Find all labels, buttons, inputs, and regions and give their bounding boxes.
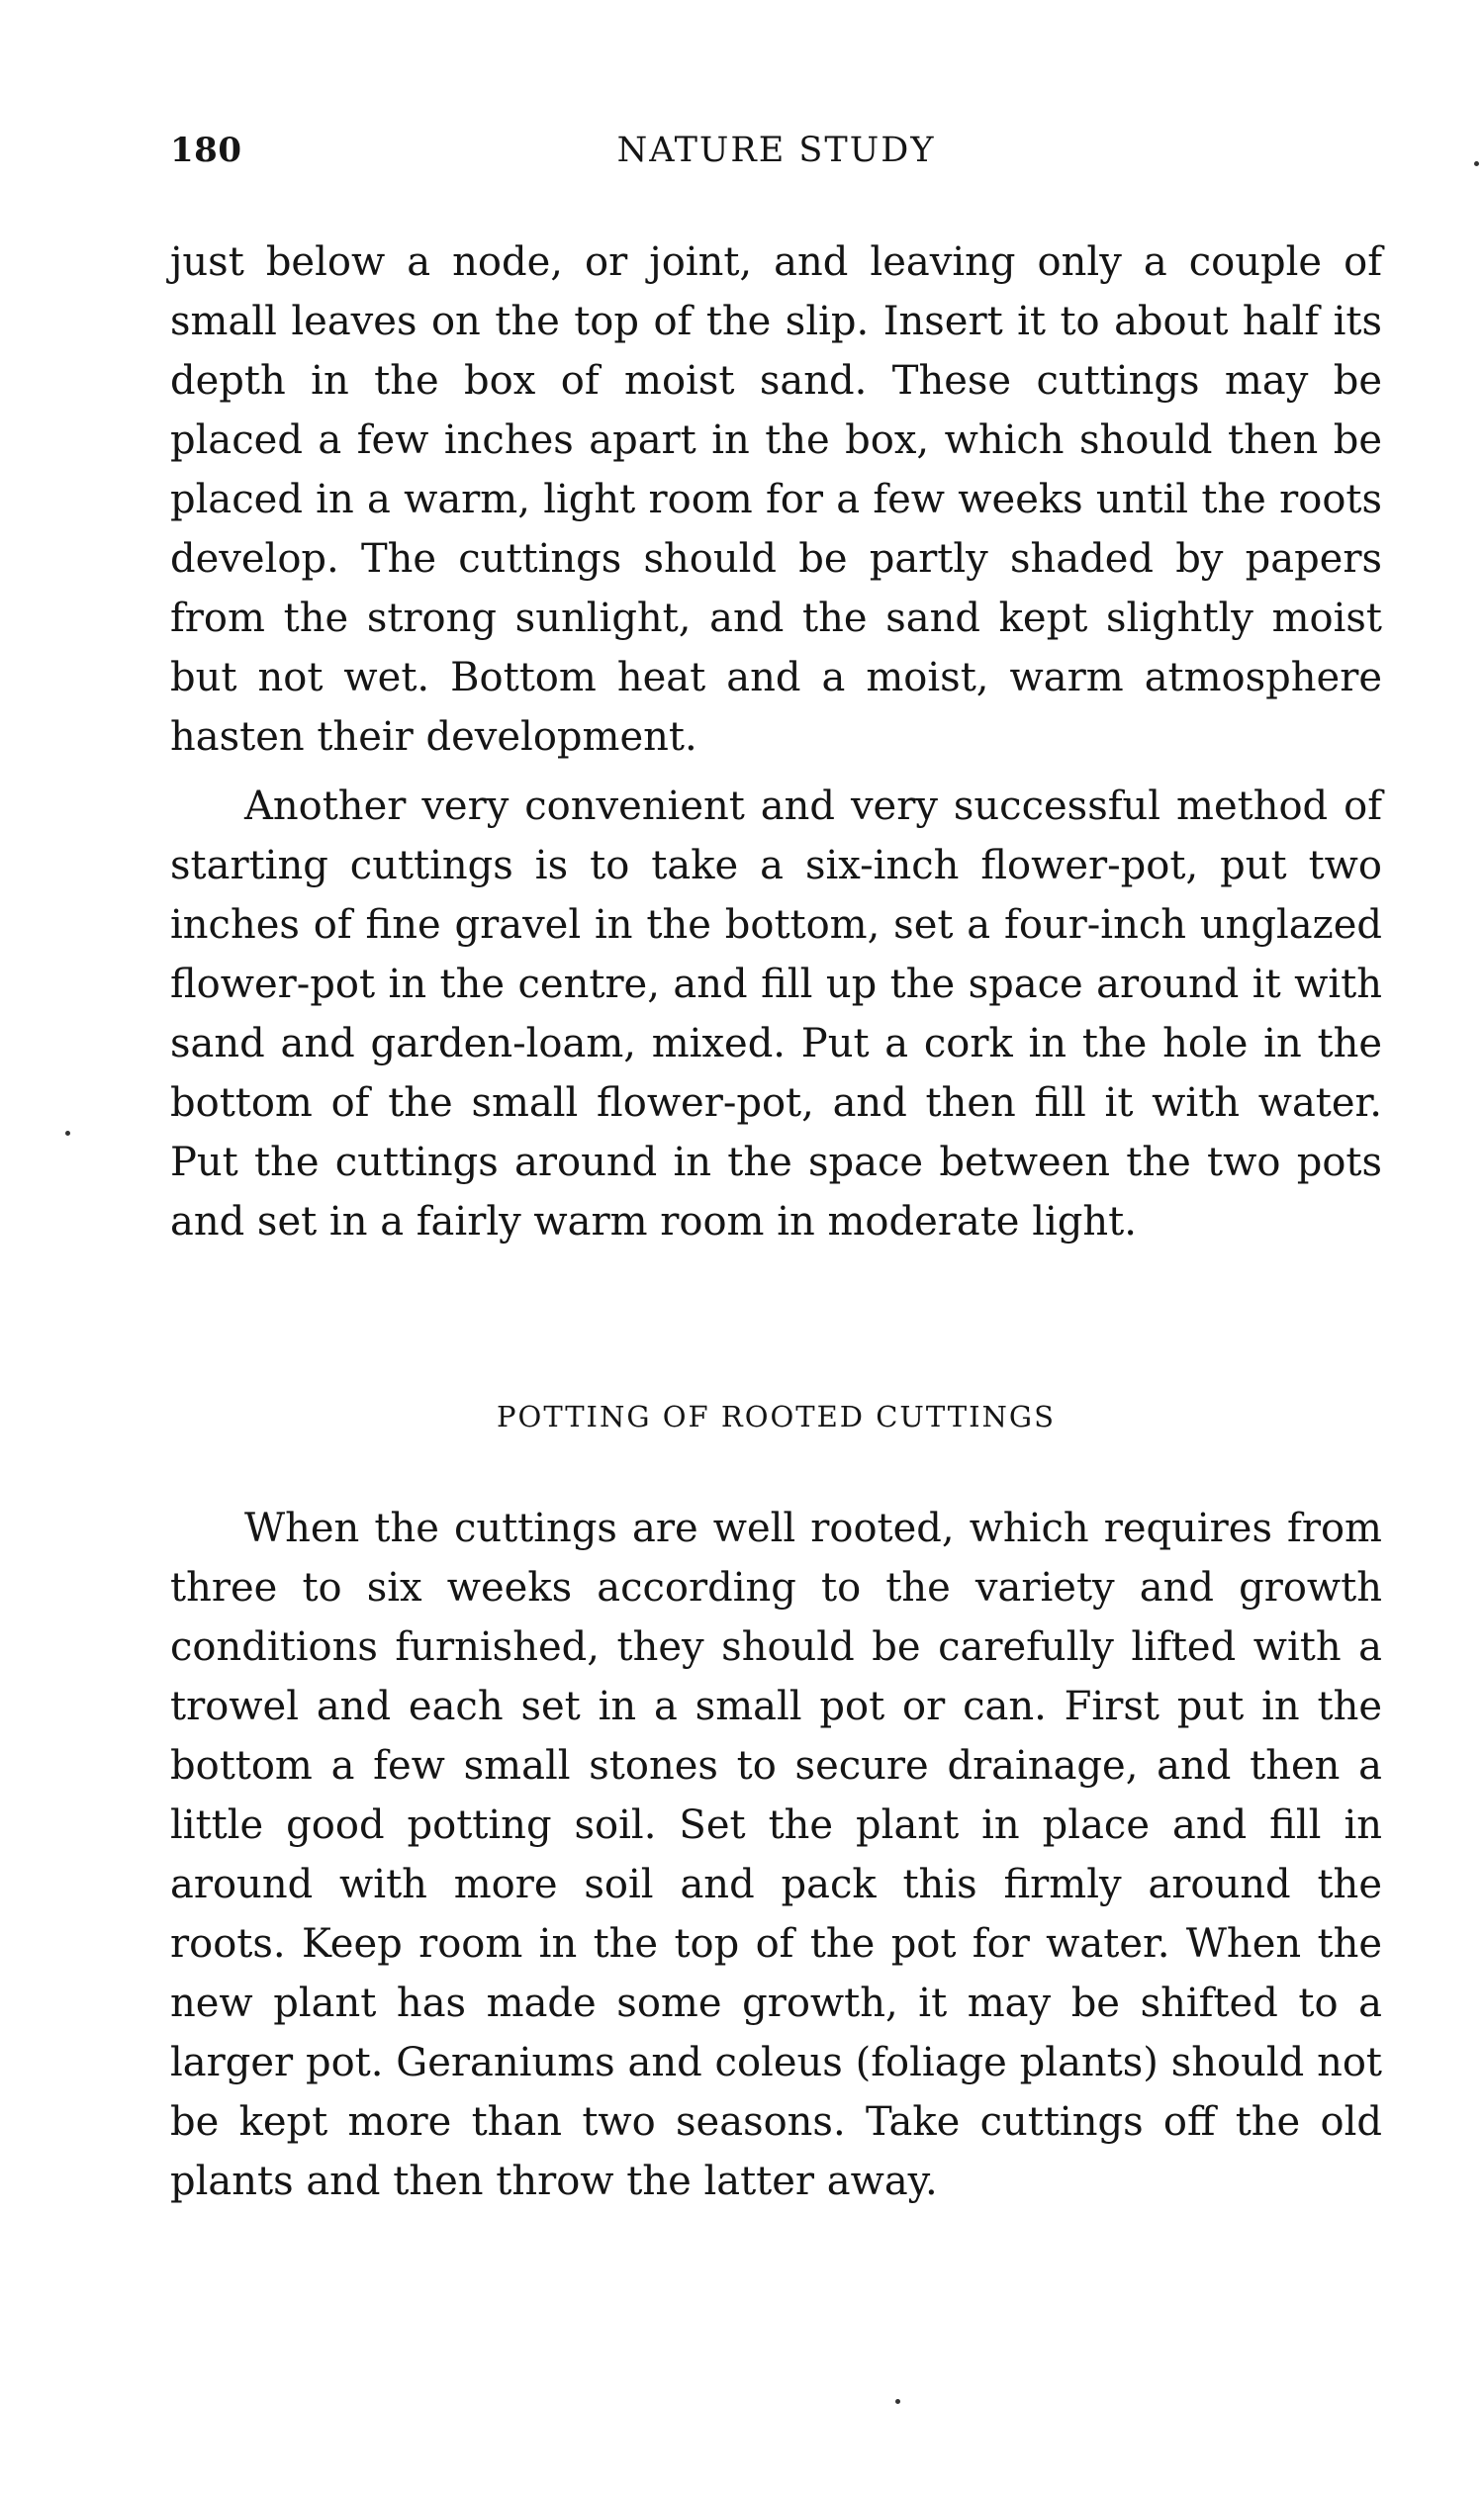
paragraph-2: Another very convenient and very successful method of starting cuttings is to take a six-inch flower-pot, put two inches of fine gravel in the bottom, set a four-inch unglazed flower-pot in the centre, and fill up the space around it with sand and garden-loam, mixed. Put a cork in the hole in the bottom of the small flower-pot, and then fill it with water. Put the cuttings around in the space between the two pots and set in a fairly warm room in moderate light. [170,784,1382,1245]
print-speck [1474,161,1479,166]
section-heading: POTTING OF ROOTED CUTTINGS [497,1400,1056,1433]
print-speck [65,1131,70,1136]
paragraph-3: When the cuttings are well rooted, which requires from three to six weeks according to the variety and growth conditions furnished, they should be carefully lifted with a trowel and each set in a small pot or can. First put in the bottom a few small stones to secure drainage, and then a little good potting soil. Set the plant in place and fill in around with more soil and pack this firmly around the roots. Keep room in the top of the pot for water. When the new plant has made some growth, it may be shifted to a larger pot. Geraniums and coleus (foliage plants) should not be kept more than two seasons. Take cuttings off the old plants and then throw the latter away. [170,1506,1382,2204]
running-title: NATURE STUDY [616,131,936,170]
paragraph-1: just below a node, or joint, and leaving only a couple of small leaves on the top of the slip. Insert it to about half its depth in the box of moist sand. These cuttings may be placed a few inches apart in the box, which should then be placed in a warm, light room for a few weeks until the roots develop. The cuttings should be partly shaded by papers from the strong sunlight, and the sand kept slightly moist but not wet. Bottom heat and a moist, warm atmosphere hasten their development. [170,239,1382,760]
page-number: 180 [170,131,242,170]
print-speck [895,2399,900,2404]
running-head [170,131,1382,190]
